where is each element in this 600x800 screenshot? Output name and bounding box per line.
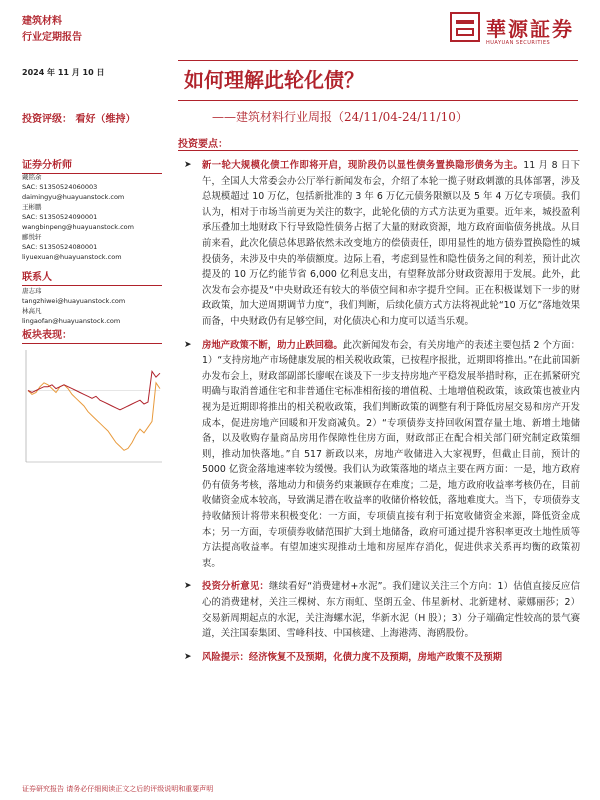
contact-email[interactable]: tangzhiwei@huayuanstock.com (22, 297, 126, 305)
report-date: 2024 年 11 月 10 日 (22, 68, 105, 77)
chart-series-line-0 (28, 383, 160, 451)
report-category (22, 14, 82, 46)
main-title: 如何理解此轮化债？ (184, 68, 364, 92)
analyst-name: 戴铭余 (22, 173, 42, 181)
analyst-email[interactable]: wangbinpeng@huayuanstock.com (22, 223, 134, 231)
key-point (184, 650, 580, 666)
analyst-sac: SAC: S1350524080001 (22, 243, 98, 251)
chart-heading: 板块表现： (22, 326, 162, 344)
arrow-bullet-icon: ➤ (184, 160, 192, 170)
point-highlight: 投资分析意见： (202, 581, 269, 593)
key-point (184, 338, 580, 572)
contact-name: 唐志玮 (22, 287, 42, 295)
contact-email[interactable]: lingaofan@huayuanstock.com (22, 317, 121, 325)
point-text: 继续看好“消费建材+水泥”。我们建议关注三个方向：1）估值直接反应信心的消费建材，关注三棵树、东方雨虹、坚朗五金、伟星新材、北新建材、蒙娜丽莎；2）交易新周期起点的水泥，关注海螺水泥，华新水泥（H 股）；3）分子端确定性较高的景气赛道，关注国泰集团、雪峰科技、中国核建、上海港湾、海鸥股份。 (202, 581, 580, 640)
key-point (184, 158, 580, 330)
key-point (184, 579, 580, 641)
report-subtitle: ——建筑材料行业周报（24/11/04-24/11/10） (212, 110, 468, 124)
logo-mark-icon (450, 12, 480, 42)
analysts-heading: 证券分析师 (22, 156, 162, 174)
investment-rating: 投资评级： 看好（维持） (22, 114, 136, 125)
logo-name: 華源証券 (486, 16, 574, 41)
point-highlight: 房地产政策不断，助力止跌回稳。 (202, 339, 343, 351)
point-text: 此次新闻发布会，有关房地产的表述主要包括 2 个方面：1）“支持房地产市场健康发展的相关税收政策，已按程序报批，近期即将推出。”在此前国新办发布会上，财政部副部长廖岷在谈及下一步支持房地产平稳发展举措时称，正在抓紧研究明确与取消普通住宅和非普通住宅标准相衔接的增值税、土地增值税政策，该政策也被业内视为是近期即将推出的相关税收政策，我们判断政策的调整有利于降低房屋交易和房产开发成本，促进房地产回暖和开发商减负。2）“专项债券支持回收闲置存量土地、新增土地储备，以及收购存量商品房用作保障性住房方面，财政部正在配合相关部门研究制定政策细则，推动加快落地。”自 517 新政以来，房地产收储进入大家视野，但截止目前，预计的 5000 亿资金落地速率较为缓慢。我们认为政策落地的堵点主要在两方面：一是，地方政府仍有债务考核，落地动力和债务约束兼顾存在难度；二是，地方政府收益率考核仍在，目前收储资金成本较高，导致满足潜在收益率的收储价格较低，落地难度大。当下，专项债券支持收储预计将带来积极变化：一方面，专项债直接有利于拓宽收储资金来源，降低资金成本；另一方面，专项债券收储范围扩大到土地储备，政府可通过提升容积率更改土地性质等方法提高收益率。有望加速实现推动土地和房屋库存消化，促进供求关系再均衡的政策初衷。 (202, 339, 580, 569)
key-points-label: 投资要点： (178, 139, 228, 150)
analyst-email[interactable]: liyuexuan@huayuanstock.com (22, 253, 122, 261)
sector-performance-chart (22, 346, 164, 466)
contacts-heading: 联系人 (22, 268, 162, 286)
title-bottom-rule (178, 100, 578, 101)
contact-card (22, 286, 172, 326)
analyst-sac: SAC: S1350524060003 (22, 183, 98, 191)
key-points-rule (178, 150, 578, 151)
arrow-bullet-icon: ➤ (184, 651, 192, 662)
key-points-list (184, 158, 580, 673)
arrow-bullet-icon: ➤ (184, 581, 192, 592)
logo-subtitle: HUAYUAN SECURITIES (486, 40, 551, 46)
analyst-card (22, 172, 172, 262)
page-footer: 证券研究报告 请务必仔细阅读正文之后的评级说明和重要声明 (22, 785, 214, 793)
analyst-email[interactable]: daimingyu@huayuanstock.com (22, 193, 125, 201)
analyst-sac: SAC: S1350524090001 (22, 213, 98, 221)
contact-name: 林高凡 (22, 307, 42, 315)
title-top-rule (178, 60, 578, 61)
point-text: 11 月 8 日下午，全国人大常委会办公厅举行新闻发布会，介绍了本轮一揽子财政刺激的具体部署，涉及总规模超过 10 万亿，包括新批准的 3 年 6 万亿元债务限额以及 5 年 4 万亿专项债。我们认为，相对于市场当前更为关注的数字，此轮化债的方式方法更为重要。近年来，城投盈利承压叠加土地财政下行导致隐性债务占据了大量的财政资源，地方政府面临债务挑战。从目前来看，此次化债总体思路依然未改变地方的偿债责任，即用显性的地方债券置换隐性的城投债务，未涉及中央的举债额度。边际上看，考虑到显性和隐性债务之间的利差，预计此次提及的 10 万亿约能节省 6,000 亿利息支出，有望释放部分财政资源用于发展。此外，此次发布会亦提及“中央财政还有较大的举债空间和赤字提升空间。正在积极谋划下一步的财政政策，加大逆周期调节力度”，我们判断，后续化债方式方法将视此轮“10 万亿”落地效果而备，中央财政仍有足够空间，对化债决心和力度可以适当乐观。 (202, 160, 580, 327)
analyst-name: 王彬鹏 (22, 203, 42, 211)
analyst-name: 郦悦轩 (22, 233, 42, 241)
category-line2: 行业定期报告 (22, 32, 82, 43)
company-logo (450, 12, 574, 42)
point-highlight: 新一轮大规模化债工作即将开启，现阶段仍以显性债务置换隐形债务为主。 (202, 160, 524, 171)
point-highlight: 风险提示： (202, 651, 249, 663)
arrow-bullet-icon: ➤ (184, 339, 192, 350)
point-text: 经济恢复不及预期，化债力度不及预期，房地产政策不及预期 (248, 651, 503, 663)
category-line1: 建筑材料 (22, 16, 62, 27)
